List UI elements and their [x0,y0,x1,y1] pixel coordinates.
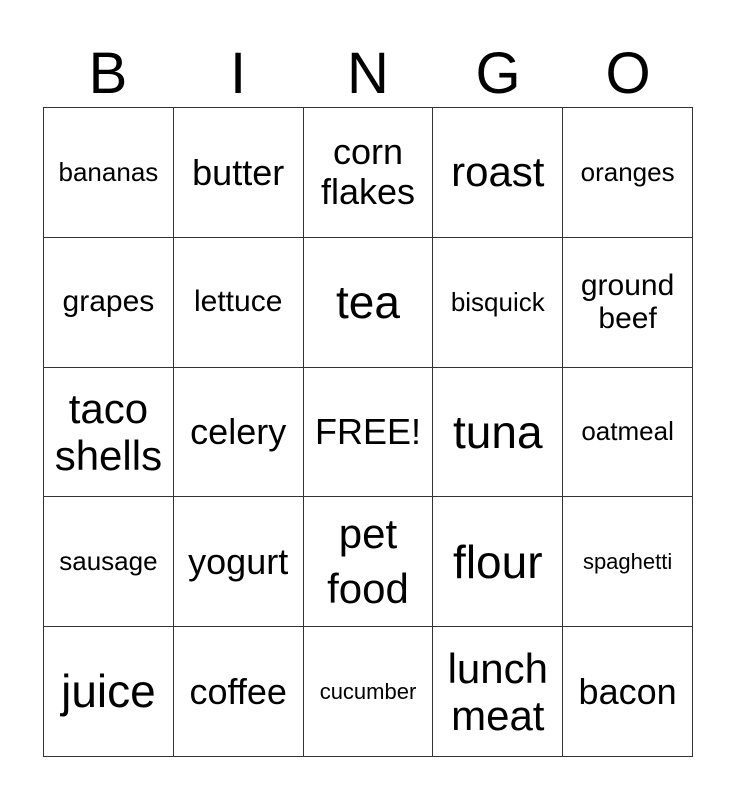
bingo-cell-r4-c4[interactable] [433,497,563,627]
bingo-cell-r4-c3[interactable] [304,497,434,627]
cell-label: roast [451,148,545,196]
cell-label: oatmeal [581,416,674,447]
bingo-cell-r5-c4[interactable] [433,627,563,757]
cell-label: spaghetti [582,549,673,575]
header-letter-o: O [605,41,651,106]
bingo-cell-r1-c2[interactable] [174,108,304,238]
bingo-cell-r2-c1[interactable] [44,238,174,368]
cell-label: oranges [580,156,675,187]
cell-label: bisquick [450,286,545,317]
cell-label: bananas [58,156,159,187]
header-letter-n: N [347,41,389,106]
bingo-cell-r3-c3[interactable] [304,368,434,498]
bingo-cell-r5-c3[interactable] [304,627,434,757]
cell-label: ground beef [580,268,675,336]
cell-label: pet food [327,510,409,612]
bingo-cell-r1-c3[interactable] [304,108,434,238]
bingo-cell-r3-c1[interactable] [44,368,174,498]
bingo-cell-r4-c5[interactable] [563,497,693,627]
bingo-cell-r3-c2[interactable] [174,368,304,498]
bingo-cell-r2-c2[interactable] [174,238,304,368]
cell-label: bacon [578,670,677,712]
cell-label: cucumber [319,679,417,705]
free-space-label: FREE! [314,411,421,453]
bingo-cell-r2-c3[interactable] [304,238,434,368]
bingo-cell-r2-c4[interactable] [433,238,563,368]
bingo-cell-r3-c5[interactable] [563,368,693,498]
cell-label: yogurt [188,540,289,582]
cell-label: juice [61,665,156,718]
bingo-cell-r4-c1[interactable] [44,497,174,627]
bingo-cell-r4-c2[interactable] [174,497,304,627]
cell-label: corn flakes [320,131,416,213]
cell-label: tea [336,276,400,329]
bingo-cell-r2-c5[interactable] [563,238,693,368]
bingo-cell-r5-c2[interactable] [174,627,304,757]
cell-label: flour [453,535,543,588]
cell-label: grapes [62,285,155,319]
cell-label: taco shells [54,384,163,479]
bingo-board [43,107,693,757]
cell-label: celery [190,411,287,453]
bingo-header [43,40,693,108]
bingo-cell-r5-c1[interactable] [44,627,174,757]
bingo-cell-r3-c4[interactable] [433,368,563,498]
bingo-cell-r1-c1[interactable] [44,108,174,238]
bingo-cell-r5-c5[interactable] [563,627,693,757]
header-letter-b: B [88,41,128,106]
bingo-cell-r1-c5[interactable] [563,108,693,238]
cell-label: tuna [453,405,543,458]
cell-label: butter [192,151,285,193]
bingo-cell-r1-c4[interactable] [433,108,563,238]
cell-label: lettuce [194,285,283,319]
cell-label: lunch meat [447,644,548,739]
cell-label: sausage [59,546,158,577]
cell-label: coffee [189,670,287,712]
header-letter-i: I [229,41,247,106]
header-letter-g: G [475,41,521,106]
